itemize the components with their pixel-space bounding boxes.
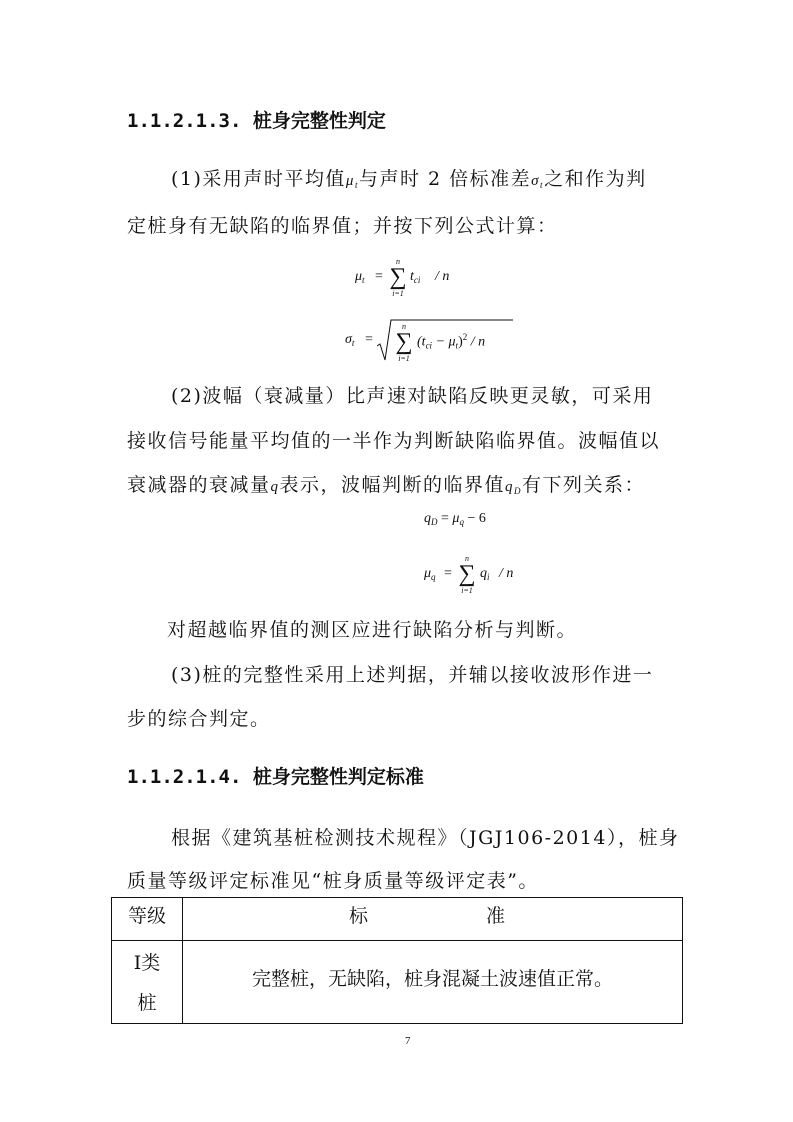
sigma-t-symbol: $\sigma_t$: [531, 173, 545, 190]
paragraph-3-line-2: 步的综合判定。: [127, 708, 271, 730]
criteria-cell: 完整桩，无缺陷，桩身混凝土波速值正常。: [183, 941, 683, 1024]
table-row: [112, 941, 683, 1024]
qD-symbol: $q_D$: [505, 479, 523, 496]
header-standard: 标 准: [183, 898, 683, 941]
paragraph-2-line-2: 接收信号能量平均值的一半作为判断缺陷临界值。波幅值以: [127, 430, 661, 452]
grade-cell: Ⅰ类 桩: [112, 941, 183, 1024]
paragraph-1-line-1: (1)采用声时平均值$\mu_t$与声时 2 倍标准差$\sigma_t$之和作为判: [171, 168, 647, 190]
formula-critical-amplitude: $q_D = \mu_q - 6$: [424, 511, 486, 527]
summation-icon: n ∑ i=1: [395, 322, 413, 363]
page-number: 7: [405, 1035, 411, 1047]
summation-icon: n ∑ i=1: [389, 257, 407, 298]
paragraph-2-line-1: (2)波幅（衰减量）比声速对缺陷反映更灵敏，可采用: [171, 385, 654, 407]
paragraph-1-line-2: 定桩身有无缺陷的临界值；并按下列公式计算：: [127, 215, 558, 237]
paragraph-2-line-3: 衰减器的衰减量q表示，波幅判断的临界值$q_D$有下列关系：: [127, 474, 646, 496]
paragraph-standard-line-2: 质量等级评定标准见“桩身质量等级评定表”。: [127, 870, 539, 892]
pile-quality-grade-table: [111, 897, 683, 1024]
section-heading-1-1-2-1-4: 1.1.2.1.4. 桩身完整性判定标准: [127, 766, 424, 788]
table-header-row: [112, 898, 683, 941]
header-grade: 等级: [112, 898, 183, 941]
formula-std-dev-transit-time: $\sigma_t$ = n ∑ i=1 $(t_{ci} - \mu_t)^2 / n$: [345, 318, 515, 362]
paragraph-standard-line-1: 根据《建筑基桩检测技术规程》（JGJ106-2014），桩身: [171, 827, 680, 849]
paragraph-3-line-1: (3)桩的完整性采用上述判据，并辅以接收波形作进一: [171, 664, 654, 686]
section-heading-1-1-2-1-3: 1.1.2.1.3. 桩身完整性判定: [127, 110, 386, 132]
paragraph-defect-analysis: 对超越临界值的测区应进行缺陷分析与判断。: [167, 619, 578, 641]
mu-t-symbol: $\mu_t$: [345, 173, 359, 190]
summation-icon: n ∑ i=1: [458, 554, 476, 595]
q-symbol: q: [270, 479, 280, 495]
